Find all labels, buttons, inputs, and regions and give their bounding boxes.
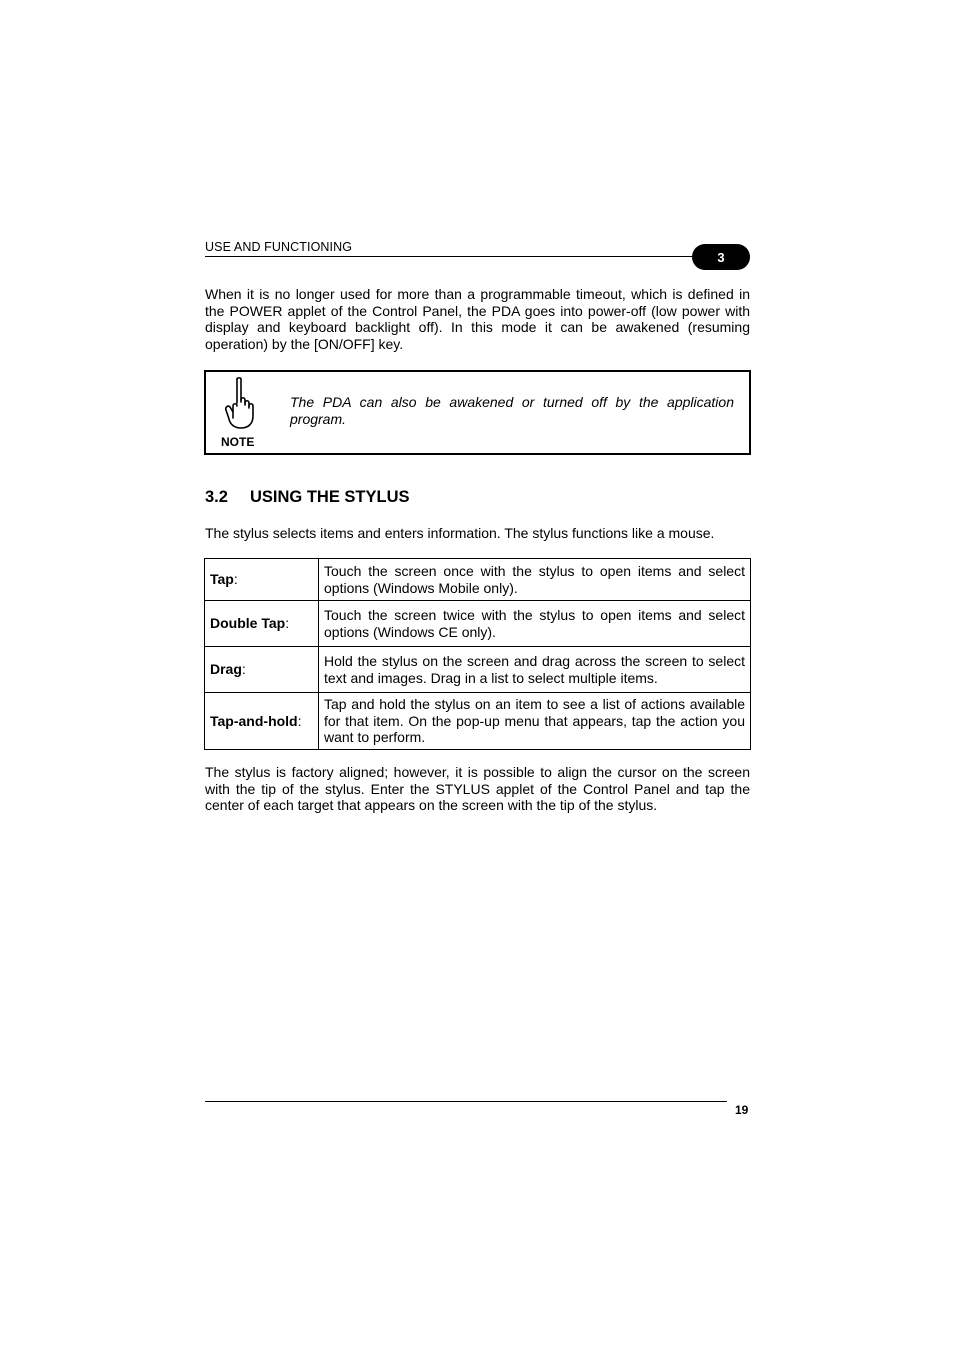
action-term-cell (205, 693, 319, 750)
table-row (205, 647, 751, 693)
header-rule (205, 256, 705, 257)
chapter-badge: 3 (692, 244, 750, 270)
note-text: The PDA can also be awakened or turned off by the application program. (290, 394, 734, 427)
lead-paragraph: The stylus selects items and enters information. The stylus functions like a mouse. (205, 525, 715, 541)
action-description: Touch the screen twice with the stylus to open items and select options (Windows CE only). (319, 601, 751, 647)
action-term: Tap-and-hold (210, 712, 298, 729)
table-row (205, 693, 751, 750)
note-label: NOTE (221, 435, 255, 449)
section-heading (205, 488, 410, 507)
note-box (204, 370, 751, 455)
term-colon: : (297, 712, 302, 729)
footer-rule (205, 1101, 727, 1102)
action-term: Double Tap (210, 615, 286, 632)
action-term: Tap (210, 571, 234, 588)
closing-paragraph: The stylus is factory aligned; however, it is possible to align the cursor on the screen with the tip of the stylus. Enter the STYLUS applet of the Control Panel and tap the center of each target that appears on the screen with the tip of the stylus. (205, 764, 750, 814)
stylus-actions-table (204, 558, 751, 750)
page-number: 19 (735, 1103, 749, 1117)
pointing-hand-icon (222, 376, 258, 432)
action-term-cell (205, 601, 319, 647)
table-row (205, 601, 751, 647)
term-colon: : (241, 661, 246, 678)
running-header: USE AND FUNCTIONING (205, 240, 353, 254)
table-row (205, 559, 751, 601)
section-title: USING THE STYLUS (250, 488, 410, 506)
action-term: Drag (210, 661, 242, 678)
action-term-cell (205, 559, 319, 601)
section-number: 3.2 (205, 488, 228, 506)
term-colon: : (285, 615, 290, 632)
intro-paragraph: When it is no longer used for more than a programmable timeout, which is defined in the POWER applet of the Control Panel, the PDA goes into power-off (low power with display and keyboard backlight off). In this mode it can be awakened (resuming operation) by the [ON/OFF] key. (205, 286, 750, 352)
action-term-cell (205, 647, 319, 693)
term-colon: : (233, 571, 238, 588)
action-description: Hold the stylus on the screen and drag across the screen to select text and images. Drag in a list to select multiple items. (319, 647, 751, 693)
action-description: Tap and hold the stylus on an item to see a list of actions available for that item. On the pop-up menu that appears, tap the action you want to perform. (319, 693, 751, 750)
action-description: Touch the screen once with the stylus to open items and select options (Windows Mobile only). (319, 559, 751, 601)
